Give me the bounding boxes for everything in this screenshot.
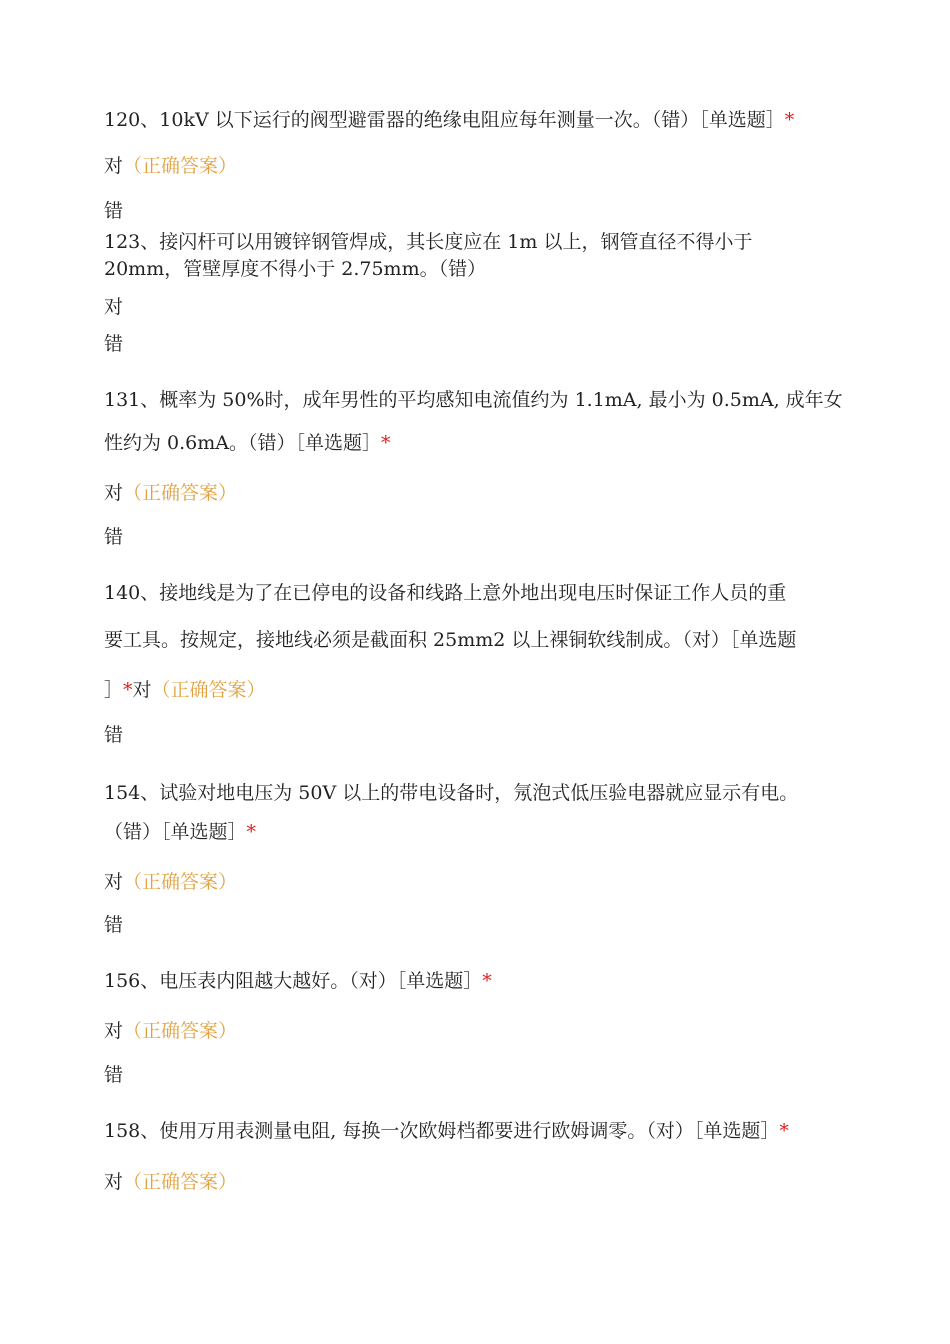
correct-answer-tag: （正确答案）	[151, 679, 266, 701]
question-text: （错）［单选题］*	[104, 821, 257, 843]
question-text: 156、电压表内阻越大越好。（对）［单选题］*	[104, 970, 492, 992]
correct-answer-tag: （正确答案）	[123, 155, 238, 177]
question-text: 131、概率为 50%时，成年男性的平均感知电流值约为 1.1mA, 最小为 0.5mA, 成年女	[104, 389, 843, 411]
question-text: 要工具。按规定，接地线必须是截面积 25mm2 以上裸铜软线制成。（对）［单选题	[104, 629, 797, 651]
required-star: *	[784, 109, 795, 131]
question-text: ］*对（正确答案）	[104, 679, 266, 701]
question-text: 140、接地线是为了在已停电的设备和线路上意外地出现电压时保证工作人员的重	[104, 582, 787, 604]
question-text: 158、使用万用表测量电阻, 每换一次欧姆档都要进行欧姆调零。（对）［单选题］*	[104, 1120, 789, 1142]
question-text: 123、接闪杆可以用镀锌钢管焊成，其长度应在 1m 以上，钢管直径不得小于	[104, 231, 753, 253]
question-text: 120、10kV 以下运行的阀型避雷器的绝缘电阻应每年测量一次。（错）［单选题］*	[104, 109, 795, 131]
option-wrong[interactable]: 错	[104, 1064, 124, 1086]
question-text: 154、试验对地电压为 50V 以上的带电设备时，氖泡式低压验电器就应显示有电。	[104, 782, 799, 804]
option-wrong[interactable]: 错	[104, 200, 124, 222]
question-text: 性约为 0.6mA。（错）［单选题］*	[104, 432, 391, 454]
option-correct[interactable]: 对（正确答案）	[104, 871, 238, 893]
required-star: *	[779, 1120, 789, 1142]
option-wrong[interactable]: 错	[104, 333, 124, 355]
correct-answer-tag: （正确答案）	[123, 871, 238, 893]
option-correct[interactable]: 对（正确答案）	[104, 482, 238, 504]
option-wrong[interactable]: 错	[104, 526, 124, 548]
option-correct[interactable]: 对（正确答案）	[104, 155, 238, 177]
option-correct[interactable]: 对（正确答案）	[104, 1171, 238, 1193]
option-wrong[interactable]: 错	[104, 914, 124, 936]
required-star: *	[381, 432, 391, 454]
option-correct[interactable]: 对（正确答案）	[132, 679, 266, 701]
required-star: *	[246, 821, 257, 843]
correct-answer-tag: （正确答案）	[123, 1171, 238, 1193]
required-star: *	[482, 970, 492, 992]
question-text: 20mm，管壁厚度不得小于 2.75mm。（错）	[104, 258, 487, 280]
correct-answer-tag: （正确答案）	[123, 482, 238, 504]
option-correct[interactable]: 对	[104, 296, 124, 318]
correct-answer-tag: （正确答案）	[123, 1020, 238, 1042]
option-correct[interactable]: 对（正确答案）	[104, 1020, 238, 1042]
option-wrong[interactable]: 错	[104, 724, 124, 746]
required-star: *	[123, 679, 133, 701]
